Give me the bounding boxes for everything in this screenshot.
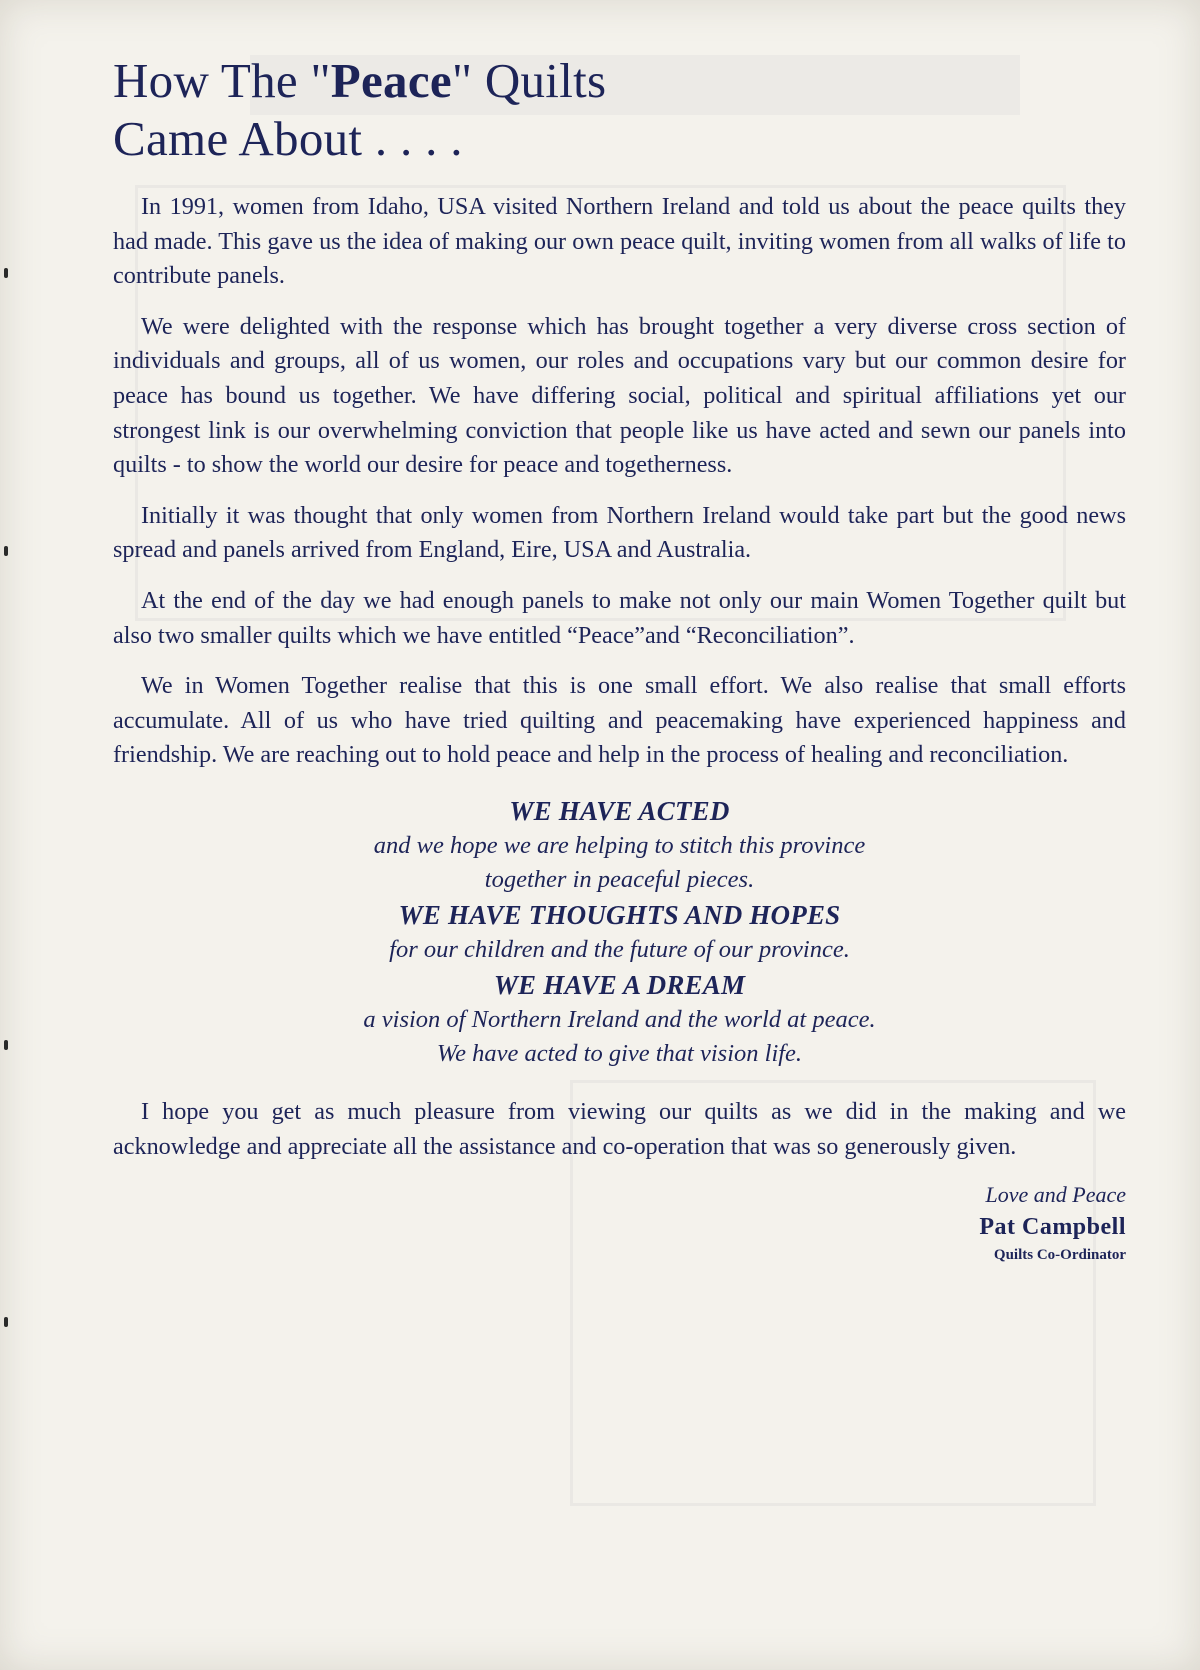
binding-mark — [4, 546, 8, 556]
verse-line: together in peaceful pieces. — [484, 865, 755, 893]
paragraph: We were delighted with the response which has brought together a very diverse cross section of individuals and groups, all of us women, our roles and occupations vary but our common desire for peace has bound us together. We have differing social, political and spiritual affiliations yet our strongest link is our overwhelming conviction that people like us have acted and sewn our panels into quilts - to show the world our desire for peace and togetherness. — [113, 312, 1126, 479]
signature-block — [113, 1180, 1126, 1266]
paragraph: Initially it was thought that only women from Northern Ireland would take part but the good news spread and panels arrived from England, Eire, USA and Australia. — [113, 501, 1126, 564]
binding-mark — [4, 1040, 8, 1050]
title-emphasis: Peace — [330, 53, 452, 108]
verse-heading: WE HAVE THOUGHTS AND HOPES — [398, 899, 841, 930]
verse-line: a vision of Northern Ireland and the world at peace. — [363, 1005, 876, 1033]
author-role: Quilts Co-Ordinator — [993, 1247, 1126, 1264]
verse-line: and we hope we are helping to stitch this province — [373, 831, 866, 859]
paragraph: At the end of the day we had enough panels to make not only our main Women Together quilt but also two smaller quilts which we have entitled “Peace”and “Reconciliation”. — [113, 586, 1126, 649]
title-suffix: " Quilts — [451, 53, 607, 108]
verse-line: We have acted to give that vision life. — [436, 1039, 803, 1067]
binding-mark — [4, 268, 8, 278]
verse-heading: WE HAVE ACTED — [509, 795, 730, 826]
page-title — [113, 52, 1126, 168]
paragraph: In 1991, women from Idaho, USA visited Northern Ireland and told us about the peace quilts they had made. This gave us the idea of making our own peace quilt, inviting women from all walks of life to contribute panels. — [113, 193, 1126, 290]
title-prefix: How The " — [113, 53, 331, 108]
author-name: Pat Campbell — [979, 1214, 1126, 1241]
verse-heading: WE HAVE A DREAM — [493, 969, 746, 1000]
closing-paragraph: I hope you get as much pleasure from viewing our quilts as we did in the making and we acknowledge and appreciate all the assistance and co-operation that was so generously given. — [113, 1097, 1126, 1160]
verse-block — [113, 793, 1126, 1071]
title-line2: Came About . . . . — [113, 111, 463, 166]
article — [113, 52, 1126, 1266]
verse-line: for our children and the future of our province. — [389, 935, 850, 963]
paragraph: We in Women Together realise that this is one small effort. We also realise that small efforts accumulate. All of us who have tried quilting and peacemaking have experienced happiness and friendship. We are reaching out to hold peace and help in the process of healing and reconciliation. — [113, 672, 1126, 769]
binding-mark — [4, 1317, 8, 1327]
sign-off-greeting: Love and Peace — [985, 1182, 1126, 1208]
